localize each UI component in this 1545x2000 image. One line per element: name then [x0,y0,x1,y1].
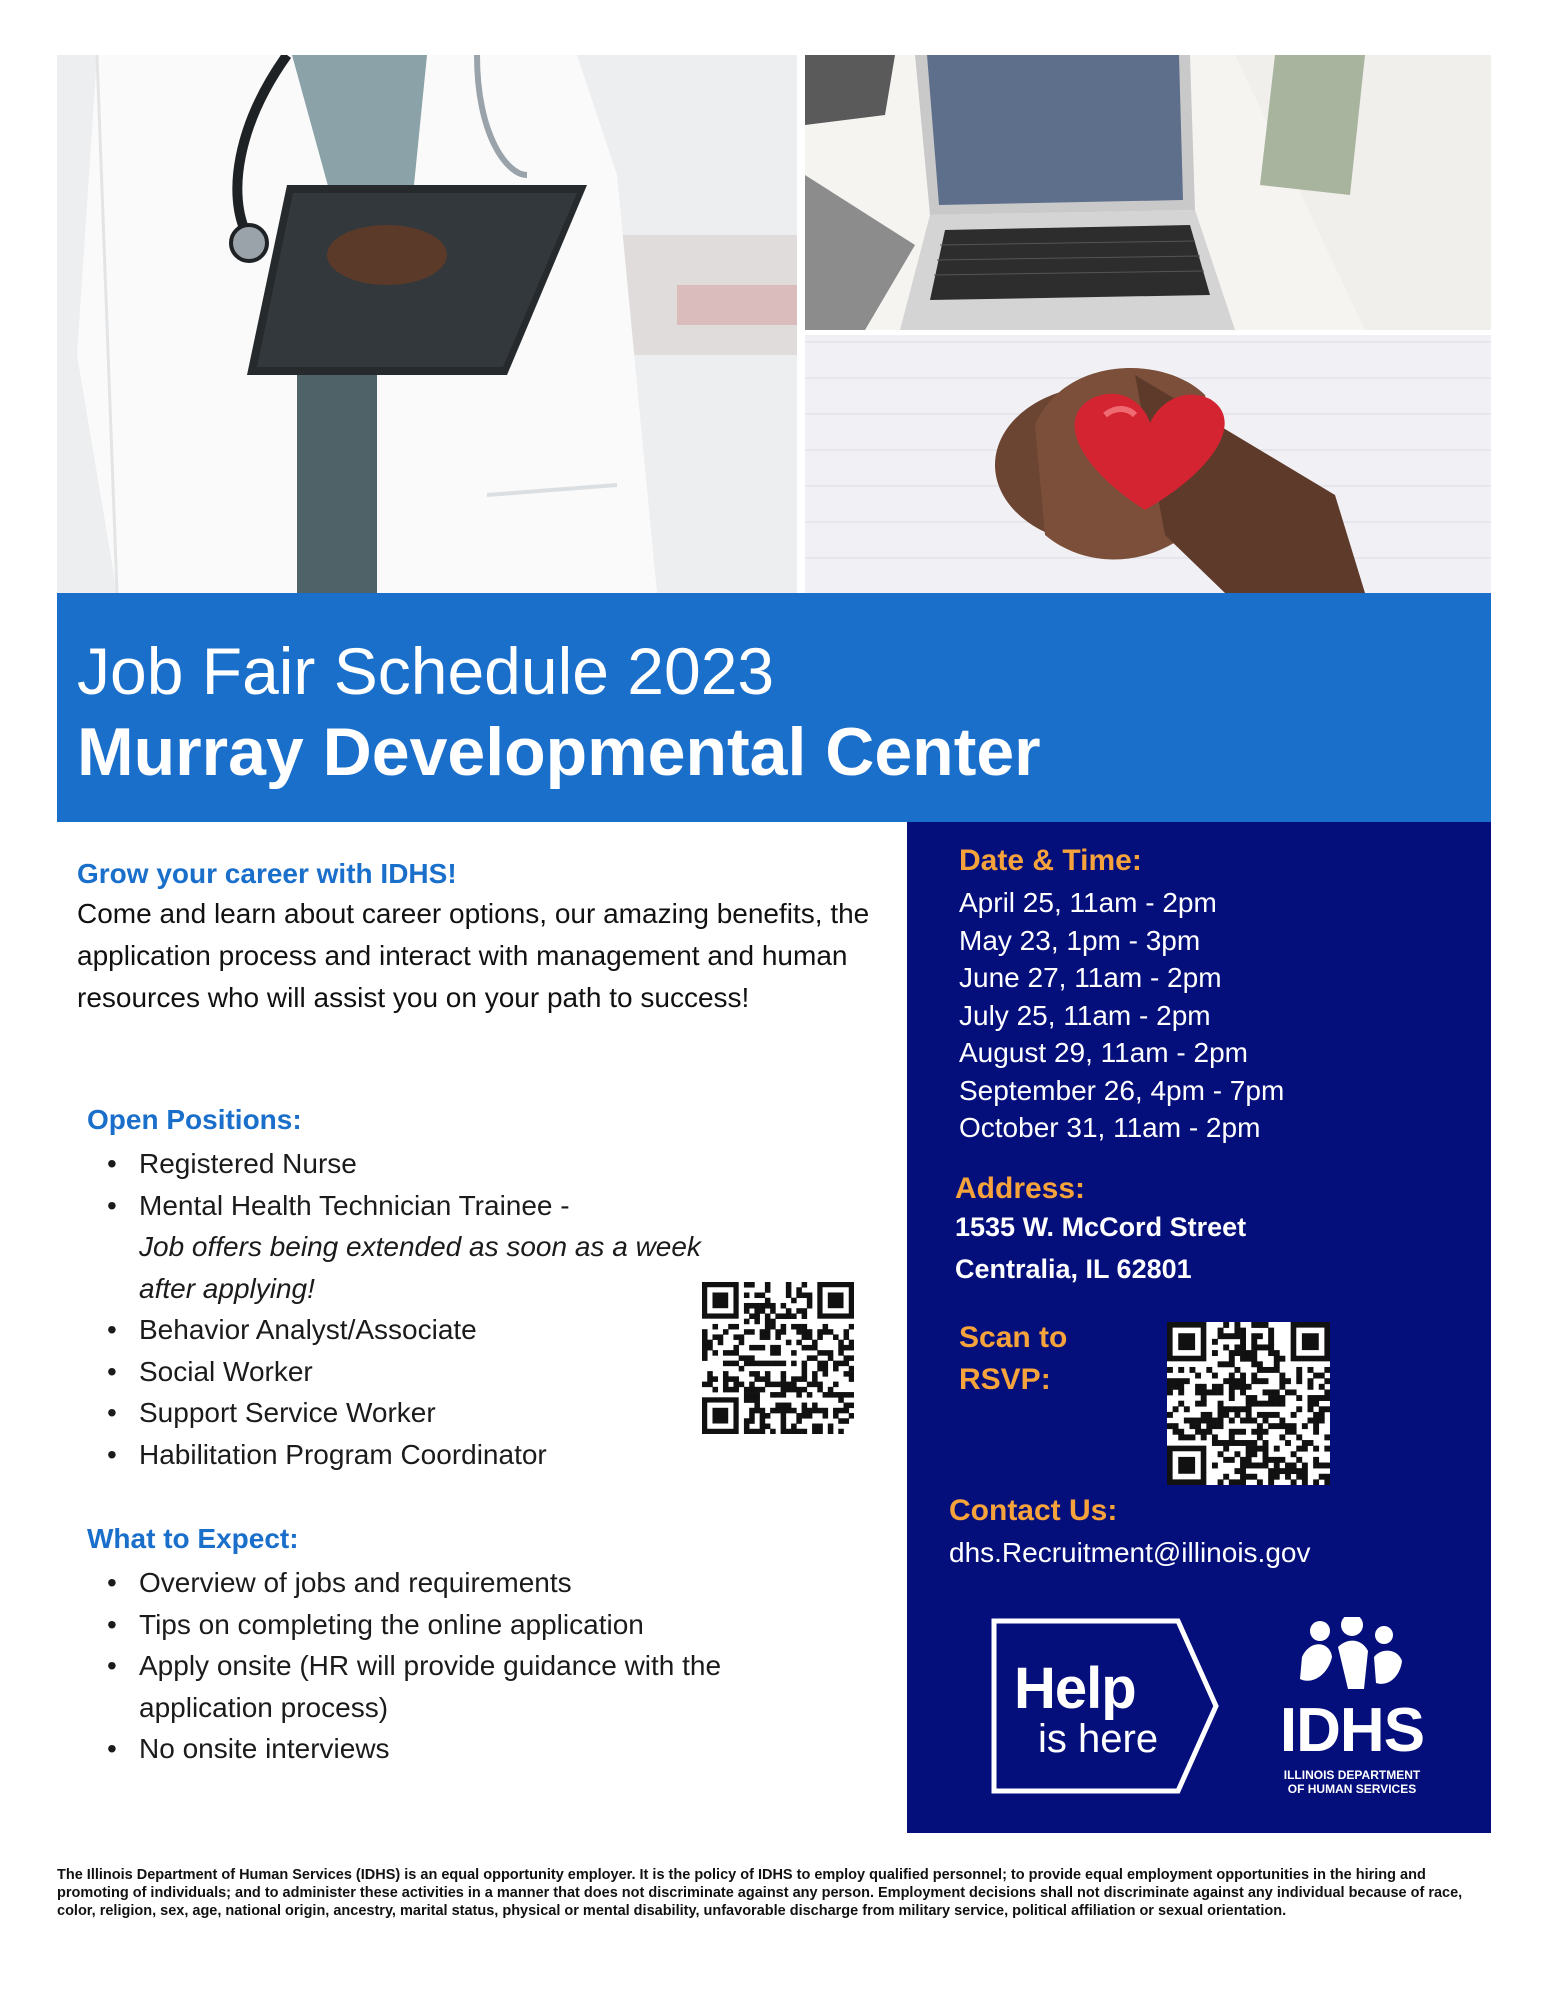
contact-heading: Contact Us: [949,1494,1118,1527]
schedule-date: May 23, 1pm - 3pm [959,924,1201,956]
positions-heading: Open Positions: [87,1104,302,1135]
page-title: Job Fair Schedule 2023 [77,634,775,708]
position-label: Support Service Worker [139,1397,436,1428]
schedule-heading: Date & Time: [959,844,1142,877]
position-label: Behavior Analyst/Associate [139,1314,477,1345]
help-logo-sub: is here [1038,1717,1159,1761]
doctor-photo [57,55,797,593]
idhs-logo [1252,1617,1452,1797]
idhs-logo-sub1: ILLINOIS DEPARTMENT [1283,1768,1421,1782]
schedule-date: October 31, 11am - 2pm [959,1112,1261,1143]
list-item: • Apply onsite (HR will provide guidance with the application process) [87,1645,727,1728]
expect-list [87,1562,727,1770]
help-logo-word: Help [1014,1656,1136,1721]
list-item [87,1185,727,1310]
position-label: Habilitation Program Coordinator [139,1438,547,1470]
schedule-date: April 25, 11am - 2pm [959,887,1217,918]
title-band [57,593,1491,822]
intro-heading: Grow your career with IDHS! [77,858,457,889]
qr-code-positions[interactable] [702,1282,854,1434]
schedule-date: August 29, 11am - 2pm [959,1037,1248,1068]
equal-opportunity-statement: The Illinois Department of Human Services (IDHS) is an equal opportunity employer. It is the policy of IDHS to employ qualified personnel; to provide equal employment opportunities in the hiring and promoting of individuals; and to administer these activities in a manner that does not discriminate against any person. Employment decisions shall not discriminate against any individual because of race, color, religion, sex, age, national origin, ancestry, marital status, physical or mental disability, unfavorable discharge from military service, political affiliation or sexual orientation. [57,1867,1463,1919]
position-label: Registered Nurse [139,1148,357,1179]
schedule-list [959,884,1284,1147]
schedule-date: September 26, 4pm - 7pm [959,1074,1285,1106]
idhs-logo-text: IDHS [1279,1696,1425,1765]
qr-code-rsvp[interactable] [1167,1322,1330,1485]
idhs-family-icon [1252,1617,1452,1697]
list-item [87,1143,727,1185]
address-heading: Address: [955,1172,1086,1205]
heart-hands-photo [805,335,1491,593]
list-item [87,1392,727,1434]
position-note: Job offers being extended as soon as a week after applying! [139,1231,701,1304]
list-item [87,1309,727,1351]
list-item [87,1434,727,1476]
help-is-here-logo [990,1617,1220,1795]
list-item: • Overview of jobs and requirements [87,1562,727,1604]
rsvp-label: Scan to RSVP: [959,1321,1068,1396]
idhs-logo-sub2: OF HUMAN SERVICES [1287,1782,1417,1796]
contact-email[interactable]: dhs.Recruitment@illinois.gov [949,1537,1311,1568]
schedule-date: June 27, 11am - 2pm [959,962,1222,993]
address-city: Centralia, IL 62801 [955,1254,1192,1284]
list-item: • No onsite interviews [87,1728,727,1770]
intro-body: Come and learn about career options, our amazing benefits, the application process and interact with management and human resources who will assist you on your path to success! [77,898,870,1013]
expect-heading: What to Expect: [87,1523,299,1554]
list-item [87,1351,727,1393]
position-label: Mental Health Technician Trainee - [139,1189,570,1221]
position-label: Social Worker [139,1355,313,1387]
positions-list [87,1143,727,1475]
address-street: 1535 W. McCord Street [955,1212,1247,1242]
schedule-date: July 25, 11am - 2pm [959,999,1211,1031]
laptop-photo [805,55,1491,330]
page-subtitle: Murray Developmental Center [77,714,1041,790]
list-item: • Tips on completing the online application [87,1604,727,1646]
